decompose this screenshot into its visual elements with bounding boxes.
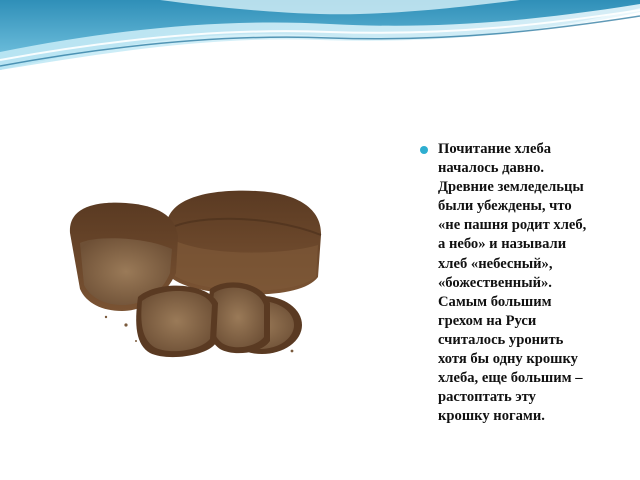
header-waves-decoration <box>0 0 640 80</box>
bread-photo <box>66 185 324 363</box>
text-box <box>420 140 616 426</box>
bullet-item <box>420 140 616 426</box>
bullet-list <box>420 140 616 426</box>
bullet-text: Почитание хлеба началось давно. Древние земледельцы были убеждены, что «не пашня родит хлеб, а небо» и называли хлеб «небесный», «божественный». Самым большим грехом на Руси считалось уронить хотя бы одну крошку хлеба, еще большим – растоптать эту крошку ногами. <box>438 141 587 425</box>
bullet-dot-icon <box>420 146 428 154</box>
